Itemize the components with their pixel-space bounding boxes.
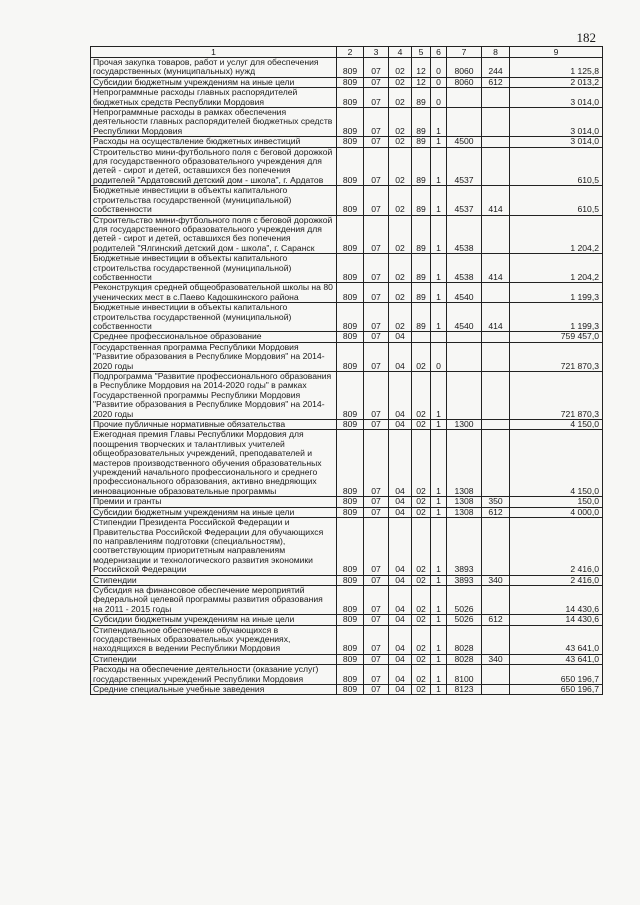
code-cell: 02 <box>412 372 431 420</box>
row-name-cell: Расходы на обеспечение деятельности (оказание услуг) государственных учреждений Республики Мордовия <box>91 665 337 685</box>
row-name-cell: Среднее профессиональное образование <box>91 332 337 342</box>
row-name-cell: Бюджетные инвестиции в объекты капитального строительства государственной (муниципальной) собственности <box>91 254 337 283</box>
table-row <box>91 430 603 497</box>
code-cell: 244 <box>482 58 510 78</box>
table-row <box>91 654 603 664</box>
code-cell: 07 <box>364 303 389 332</box>
code-cell: 1 <box>431 108 447 137</box>
code-cell: 4540 <box>447 283 482 303</box>
code-cell: 07 <box>364 685 389 695</box>
code-cell: 04 <box>389 625 412 654</box>
code-cell: 8028 <box>447 654 482 664</box>
code-cell: 809 <box>337 625 364 654</box>
code-cell: 02 <box>412 497 431 507</box>
code-cell <box>447 88 482 108</box>
code-cell: 8060 <box>447 77 482 87</box>
row-name-cell: Субсидии бюджетным учреждениям на иные цели <box>91 615 337 625</box>
budget-table <box>90 46 603 695</box>
code-cell: 02 <box>412 518 431 575</box>
code-cell: 04 <box>389 685 412 695</box>
code-cell <box>482 147 510 186</box>
code-cell: 8100 <box>447 665 482 685</box>
header-cell: 3 <box>364 47 389 58</box>
amount-cell: 43 641,0 <box>510 654 603 664</box>
code-cell: 07 <box>364 497 389 507</box>
code-cell: 02 <box>389 215 412 254</box>
amount-cell: 1 204,2 <box>510 215 603 254</box>
code-cell: 340 <box>482 654 510 664</box>
table-row <box>91 58 603 78</box>
row-name-cell: Подпрограмма "Развитие профессионального образования в Республике Мордовия на 2014-2020 годы" в рамках Государственной программы Республики Мордовия "Развитие образования в Республике Мордовия" на 2014-2020 годы <box>91 372 337 420</box>
code-cell: 1 <box>431 685 447 695</box>
code-cell: 1 <box>431 507 447 517</box>
code-cell <box>482 625 510 654</box>
header-cell: 9 <box>510 47 603 58</box>
code-cell: 1 <box>431 303 447 332</box>
code-cell <box>447 332 482 342</box>
code-cell: 02 <box>412 585 431 614</box>
code-cell: 1 <box>431 518 447 575</box>
code-cell: 07 <box>364 108 389 137</box>
code-cell <box>482 283 510 303</box>
table-row <box>91 215 603 254</box>
code-cell: 04 <box>389 430 412 497</box>
code-cell: 4537 <box>447 147 482 186</box>
code-cell: 4540 <box>447 303 482 332</box>
code-cell <box>482 420 510 430</box>
code-cell: 02 <box>412 575 431 585</box>
code-cell: 5026 <box>447 615 482 625</box>
code-cell: 02 <box>389 137 412 147</box>
code-cell: 07 <box>364 137 389 147</box>
header-cell: 6 <box>431 47 447 58</box>
code-cell: 8123 <box>447 685 482 695</box>
amount-cell: 4 150,0 <box>510 430 603 497</box>
code-cell: 1 <box>431 497 447 507</box>
row-name-cell: Реконструкция средней общеобразовательной школы на 80 ученических мест в с.Паево Кадошкинского района <box>91 283 337 303</box>
table-row <box>91 497 603 507</box>
code-cell: 809 <box>337 497 364 507</box>
code-cell: 07 <box>364 625 389 654</box>
code-cell: 3893 <box>447 518 482 575</box>
code-cell: 07 <box>364 58 389 78</box>
header-cell: 7 <box>447 47 482 58</box>
code-cell: 414 <box>482 254 510 283</box>
row-name-cell: Премии и гранты <box>91 497 337 507</box>
code-cell: 02 <box>389 147 412 186</box>
code-cell: 04 <box>389 518 412 575</box>
code-cell: 809 <box>337 518 364 575</box>
code-cell <box>482 430 510 497</box>
row-name-cell: Прочая закупка товаров, работ и услуг для обеспечения государственных (муниципальных) нужд <box>91 58 337 78</box>
table-row <box>91 518 603 575</box>
code-cell: 04 <box>389 497 412 507</box>
code-cell: 07 <box>364 215 389 254</box>
code-cell: 07 <box>364 283 389 303</box>
code-cell: 07 <box>364 186 389 215</box>
row-name-cell: Прочие публичные нормативные обязательства <box>91 420 337 430</box>
amount-cell: 610,5 <box>510 186 603 215</box>
code-cell: 07 <box>364 665 389 685</box>
header-cell: 4 <box>389 47 412 58</box>
code-cell: 1 <box>431 137 447 147</box>
code-cell: 12 <box>412 77 431 87</box>
amount-cell: 1 204,2 <box>510 254 603 283</box>
table-row <box>91 585 603 614</box>
amount-cell: 2 013,2 <box>510 77 603 87</box>
row-name-cell: Стипендии <box>91 654 337 664</box>
code-cell: 809 <box>337 58 364 78</box>
row-name-cell: Субсидии бюджетным учреждениям на иные цели <box>91 507 337 517</box>
code-cell: 07 <box>364 88 389 108</box>
amount-cell: 14 430,6 <box>510 615 603 625</box>
table-row <box>91 372 603 420</box>
code-cell: 809 <box>337 430 364 497</box>
code-cell: 809 <box>337 585 364 614</box>
code-cell: 809 <box>337 137 364 147</box>
code-cell: 07 <box>364 430 389 497</box>
code-cell: 07 <box>364 147 389 186</box>
code-cell: 1308 <box>447 430 482 497</box>
amount-cell: 2 416,0 <box>510 575 603 585</box>
code-cell <box>447 372 482 420</box>
code-cell: 1 <box>431 186 447 215</box>
code-cell: 02 <box>412 342 431 371</box>
code-cell: 0 <box>431 58 447 78</box>
code-cell: 809 <box>337 654 364 664</box>
code-cell: 04 <box>389 585 412 614</box>
code-cell: 809 <box>337 615 364 625</box>
header-cell: 5 <box>412 47 431 58</box>
row-name-cell: Субсидия на финансовое обеспечение мероприятий федеральной целевой программы развития образования на 2011 - 2015 годы <box>91 585 337 614</box>
code-cell: 809 <box>337 77 364 87</box>
code-cell: 07 <box>364 77 389 87</box>
code-cell: 02 <box>389 254 412 283</box>
table-row <box>91 137 603 147</box>
table-row <box>91 254 603 283</box>
amount-cell: 3 014,0 <box>510 88 603 108</box>
code-cell: 1 <box>431 585 447 614</box>
code-cell: 809 <box>337 372 364 420</box>
code-cell: 02 <box>389 186 412 215</box>
code-cell: 89 <box>412 283 431 303</box>
table-row <box>91 88 603 108</box>
code-cell <box>482 518 510 575</box>
code-cell: 89 <box>412 215 431 254</box>
code-cell: 809 <box>337 254 364 283</box>
code-cell: 809 <box>337 147 364 186</box>
code-cell: 809 <box>337 88 364 108</box>
code-cell: 02 <box>412 420 431 430</box>
header-cell: 1 <box>91 47 337 58</box>
code-cell: 809 <box>337 332 364 342</box>
code-cell: 4538 <box>447 215 482 254</box>
code-cell: 07 <box>364 420 389 430</box>
code-cell: 04 <box>389 372 412 420</box>
code-cell: 07 <box>364 585 389 614</box>
code-cell <box>431 332 447 342</box>
code-cell: 12 <box>412 58 431 78</box>
table-row <box>91 615 603 625</box>
code-cell <box>482 332 510 342</box>
code-cell: 04 <box>389 654 412 664</box>
code-cell: 809 <box>337 685 364 695</box>
code-cell: 02 <box>389 303 412 332</box>
code-cell: 04 <box>389 342 412 371</box>
code-cell: 0 <box>431 77 447 87</box>
code-cell: 02 <box>389 77 412 87</box>
code-cell: 07 <box>364 518 389 575</box>
code-cell <box>482 108 510 137</box>
code-cell <box>482 585 510 614</box>
code-cell <box>482 372 510 420</box>
table-row <box>91 685 603 695</box>
header-cell: 8 <box>482 47 510 58</box>
amount-cell: 2 416,0 <box>510 518 603 575</box>
code-cell: 1 <box>431 625 447 654</box>
code-cell: 5026 <box>447 585 482 614</box>
code-cell <box>447 108 482 137</box>
code-cell: 1308 <box>447 507 482 517</box>
code-cell: 809 <box>337 575 364 585</box>
code-cell: 07 <box>364 342 389 371</box>
code-cell: 0 <box>431 88 447 108</box>
code-cell: 89 <box>412 186 431 215</box>
code-cell: 4538 <box>447 254 482 283</box>
code-cell: 8028 <box>447 625 482 654</box>
code-cell: 07 <box>364 507 389 517</box>
code-cell: 07 <box>364 254 389 283</box>
code-cell: 1 <box>431 430 447 497</box>
code-cell: 02 <box>412 615 431 625</box>
code-cell: 1 <box>431 654 447 664</box>
row-name-cell: Стипендиальное обеспечение обучающихся в государственных образовательных учреждениях, находящихся в ведении Республики Мордовия <box>91 625 337 654</box>
code-cell: 02 <box>389 88 412 108</box>
amount-cell: 4 000,0 <box>510 507 603 517</box>
code-cell <box>482 88 510 108</box>
amount-cell: 650 196,7 <box>510 685 603 695</box>
code-cell: 4500 <box>447 137 482 147</box>
page-number: 182 <box>576 30 596 45</box>
code-cell: 1308 <box>447 497 482 507</box>
code-cell: 02 <box>412 625 431 654</box>
table-row <box>91 332 603 342</box>
code-cell: 1 <box>431 215 447 254</box>
row-name-cell: Стипендии <box>91 575 337 585</box>
amount-cell: 14 430,6 <box>510 585 603 614</box>
amount-cell: 43 641,0 <box>510 625 603 654</box>
code-cell: 350 <box>482 497 510 507</box>
table-row <box>91 665 603 685</box>
code-cell: 340 <box>482 575 510 585</box>
code-cell: 04 <box>389 665 412 685</box>
code-cell: 04 <box>389 420 412 430</box>
code-cell: 1 <box>431 615 447 625</box>
code-cell: 04 <box>389 575 412 585</box>
code-cell: 07 <box>364 332 389 342</box>
amount-cell: 721 870,3 <box>510 342 603 371</box>
code-cell: 612 <box>482 615 510 625</box>
header-row <box>91 47 603 58</box>
row-name-cell: Строительство мини-футбольного поля с беговой дорожкой для государственного образовательного учреждения для детей - сирот и детей, оставшихся без попечения родителей "Ялгинский детский дом - школа", г. Саранск <box>91 215 337 254</box>
row-name-cell: Стипендии Президента Российской Федерации и Правительства Российской Федерации для обучающихся по направлениям подготовки (специальностям), соответствующим приоритетным направлениям модернизации и технологического развития экономики Российской Федерации <box>91 518 337 575</box>
table-row <box>91 420 603 430</box>
amount-cell: 721 870,3 <box>510 372 603 420</box>
code-cell: 809 <box>337 303 364 332</box>
code-cell: 02 <box>412 654 431 664</box>
row-name-cell: Ежегодная премия Главы Республики Мордовия для поощрения творческих и талантливых учителей общеобразовательных учреждений, преподавателей и мастеров производственного обучения образовательных учреждений начального профессионального и среднего профессионального образования, активно внедряющих инновационные образовательные программы <box>91 430 337 497</box>
header-cell: 2 <box>337 47 364 58</box>
table-row <box>91 147 603 186</box>
code-cell: 04 <box>389 507 412 517</box>
code-cell: 1300 <box>447 420 482 430</box>
code-cell <box>482 137 510 147</box>
code-cell: 02 <box>412 685 431 695</box>
code-cell: 04 <box>389 332 412 342</box>
code-cell: 1 <box>431 665 447 685</box>
code-cell: 0 <box>431 342 447 371</box>
amount-cell: 650 196,7 <box>510 665 603 685</box>
code-cell: 07 <box>364 654 389 664</box>
row-name-cell: Средние специальные учебные заведения <box>91 685 337 695</box>
code-cell <box>482 685 510 695</box>
code-cell: 809 <box>337 665 364 685</box>
amount-cell: 3 014,0 <box>510 137 603 147</box>
code-cell: 1 <box>431 420 447 430</box>
code-cell: 89 <box>412 147 431 186</box>
code-cell: 02 <box>412 507 431 517</box>
code-cell: 612 <box>482 507 510 517</box>
code-cell: 414 <box>482 186 510 215</box>
code-cell: 07 <box>364 575 389 585</box>
code-cell: 612 <box>482 77 510 87</box>
code-cell: 4537 <box>447 186 482 215</box>
table-row <box>91 108 603 137</box>
row-name-cell: Непрограммные расходы в рамках обеспечения деятельности главных распорядителей бюджетных средств Республики Мордовия <box>91 108 337 137</box>
code-cell: 89 <box>412 137 431 147</box>
code-cell: 02 <box>389 283 412 303</box>
code-cell: 8060 <box>447 58 482 78</box>
amount-cell: 3 014,0 <box>510 108 603 137</box>
code-cell: 89 <box>412 303 431 332</box>
code-cell: 1 <box>431 147 447 186</box>
code-cell <box>482 665 510 685</box>
amount-cell: 610,5 <box>510 147 603 186</box>
amount-cell: 759 457,0 <box>510 332 603 342</box>
code-cell: 3893 <box>447 575 482 585</box>
row-name-cell: Бюджетные инвестиции в объекты капитального строительства государственной (муниципальной) собственности <box>91 186 337 215</box>
code-cell: 809 <box>337 215 364 254</box>
table-body <box>91 58 603 695</box>
code-cell <box>482 215 510 254</box>
code-cell: 809 <box>337 283 364 303</box>
code-cell <box>482 342 510 371</box>
code-cell: 1 <box>431 575 447 585</box>
code-cell: 07 <box>364 615 389 625</box>
code-cell <box>412 332 431 342</box>
table-row <box>91 575 603 585</box>
code-cell: 02 <box>412 430 431 497</box>
table-row <box>91 77 603 87</box>
table-row <box>91 507 603 517</box>
code-cell: 809 <box>337 342 364 371</box>
code-cell: 809 <box>337 420 364 430</box>
table-row <box>91 625 603 654</box>
row-name-cell: Субсидии бюджетным учреждениям на иные цели <box>91 77 337 87</box>
code-cell: 89 <box>412 108 431 137</box>
row-name-cell: Строительство мини-футбольного поля с беговой дорожкой для государственного образовательного учреждения для детей - сирот и детей, оставшихся без попечения родителей "Ардатовский детский дом - школа", г. Ардатов <box>91 147 337 186</box>
table-row <box>91 303 603 332</box>
code-cell: 07 <box>364 372 389 420</box>
amount-cell: 1 199,3 <box>510 283 603 303</box>
code-cell: 809 <box>337 108 364 137</box>
row-name-cell: Государственная программа Республики Мордовия "Развитие образования в Республике Мордовия" на 2014-2020 годы <box>91 342 337 371</box>
code-cell: 1 <box>431 254 447 283</box>
amount-cell: 1 199,3 <box>510 303 603 332</box>
code-cell: 1 <box>431 372 447 420</box>
code-cell: 02 <box>412 665 431 685</box>
code-cell <box>447 342 482 371</box>
code-cell: 809 <box>337 507 364 517</box>
table-row <box>91 342 603 371</box>
table-row <box>91 186 603 215</box>
code-cell: 02 <box>389 108 412 137</box>
code-cell: 809 <box>337 186 364 215</box>
amount-cell: 150,0 <box>510 497 603 507</box>
amount-cell: 4 150,0 <box>510 420 603 430</box>
amount-cell: 1 125,8 <box>510 58 603 78</box>
table-row <box>91 283 603 303</box>
code-cell: 414 <box>482 303 510 332</box>
code-cell: 89 <box>412 88 431 108</box>
code-cell: 02 <box>389 58 412 78</box>
code-cell: 89 <box>412 254 431 283</box>
code-cell: 04 <box>389 615 412 625</box>
row-name-cell: Непрограммные расходы главных распорядителей бюджетных средств Республики Мордовия <box>91 88 337 108</box>
row-name-cell: Расходы на осуществление бюджетных инвестиций <box>91 137 337 147</box>
code-cell: 1 <box>431 283 447 303</box>
row-name-cell: Бюджетные инвестиции в объекты капитального строительства государственной (муниципальной) собственности <box>91 303 337 332</box>
